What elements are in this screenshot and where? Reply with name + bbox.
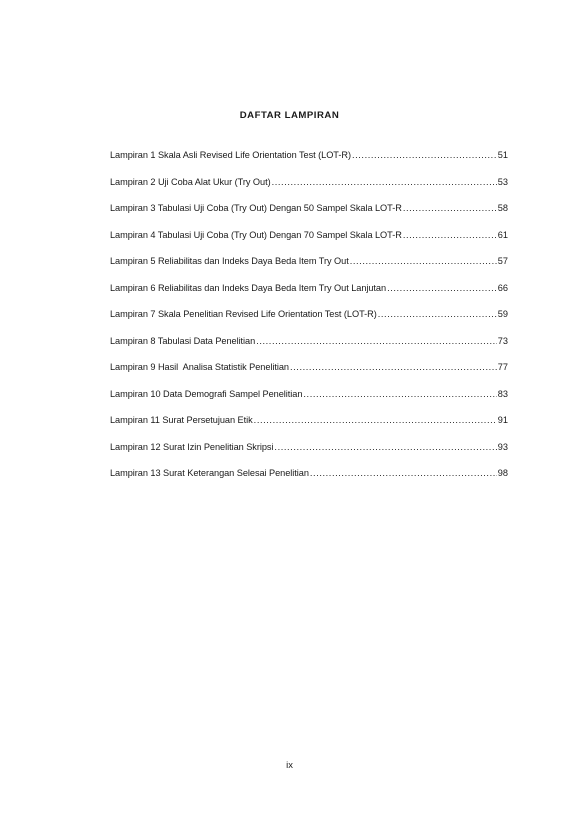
toc-entry-page: 98 xyxy=(497,468,508,478)
toc-entry xyxy=(110,230,508,257)
toc-entry-label: Lampiran 12 Surat Izin Penelitian Skripsi xyxy=(110,441,274,452)
toc-entry-page: 58 xyxy=(497,203,508,213)
toc-entry-page: 83 xyxy=(497,388,508,399)
toc-entry-label: Lampiran 7 Skala Penelitian Revised Life Orientation Test (LOT-R) xyxy=(110,309,377,319)
toc-entry xyxy=(110,468,508,495)
dot-leader xyxy=(290,362,497,372)
toc-entry-label: Lampiran 8 Tabulasi Data Penelitian xyxy=(110,335,256,346)
dot-leader xyxy=(310,468,497,478)
toc-entry xyxy=(110,442,508,469)
dot-leader xyxy=(403,203,497,213)
toc-entry-page: 51 xyxy=(497,150,508,160)
dot-leader xyxy=(378,309,497,319)
toc-entry xyxy=(110,415,508,442)
toc-entry-page: 66 xyxy=(497,282,508,293)
dot-leader xyxy=(303,389,496,399)
dot-leader xyxy=(352,150,497,160)
toc-entry-label: Lampiran 9 Hasil Analisa Statistik Penelitian xyxy=(110,362,289,372)
dot-leader xyxy=(274,442,496,452)
dot-leader xyxy=(254,415,497,425)
toc-entry xyxy=(110,362,508,389)
toc-entry xyxy=(110,150,508,177)
dot-leader xyxy=(387,283,497,293)
toc-entry-page: 53 xyxy=(497,176,508,187)
toc-entry xyxy=(110,389,508,416)
toc-entry xyxy=(110,256,508,283)
toc-entry-page: 93 xyxy=(497,441,508,452)
toc-entry-page: 59 xyxy=(497,309,508,319)
toc-entry-page: 77 xyxy=(497,362,508,372)
page-number: ix xyxy=(286,759,293,770)
dot-leader xyxy=(350,256,497,266)
toc-entry xyxy=(110,203,508,230)
toc-entry-page: 73 xyxy=(497,335,508,346)
toc-entry-page: 61 xyxy=(497,229,508,240)
toc-entry-label: Lampiran 10 Data Demografi Sampel Penelitian xyxy=(110,388,303,399)
table-of-appendices xyxy=(110,150,508,495)
toc-entry-label: Lampiran 5 Reliabilitas dan Indeks Daya Beda Item Try Out xyxy=(110,256,349,266)
toc-entry-page: 91 xyxy=(497,415,508,425)
toc-entry-label: Lampiran 13 Surat Keterangan Selesai Penelitian xyxy=(110,468,309,478)
toc-entry-label: Lampiran 2 Uji Coba Alat Ukur (Try Out) xyxy=(110,176,271,187)
toc-entry xyxy=(110,336,508,363)
toc-entry-label: Lampiran 6 Reliabilitas dan Indeks Daya Beda Item Try Out Lanjutan xyxy=(110,282,387,293)
dot-leader xyxy=(272,177,497,187)
toc-entry xyxy=(110,309,508,336)
toc-entry-label: Lampiran 3 Tabulasi Uji Coba (Try Out) Dengan 50 Sampel Skala LOT-R xyxy=(110,203,402,213)
toc-entry-label: Lampiran 1 Skala Asli Revised Life Orientation Test (LOT-R) xyxy=(110,150,351,160)
toc-entry-page: 57 xyxy=(497,256,508,266)
dot-leader xyxy=(256,336,497,346)
toc-entry xyxy=(110,177,508,204)
dot-leader xyxy=(403,230,497,240)
toc-entry xyxy=(110,283,508,310)
toc-entry-label: Lampiran 4 Tabulasi Uji Coba (Try Out) Dengan 70 Sampel Skala LOT-R xyxy=(110,229,402,240)
toc-entry-label: Lampiran 11 Surat Persetujuan Etik xyxy=(110,415,253,425)
page-title: DAFTAR LAMPIRAN xyxy=(239,110,340,121)
